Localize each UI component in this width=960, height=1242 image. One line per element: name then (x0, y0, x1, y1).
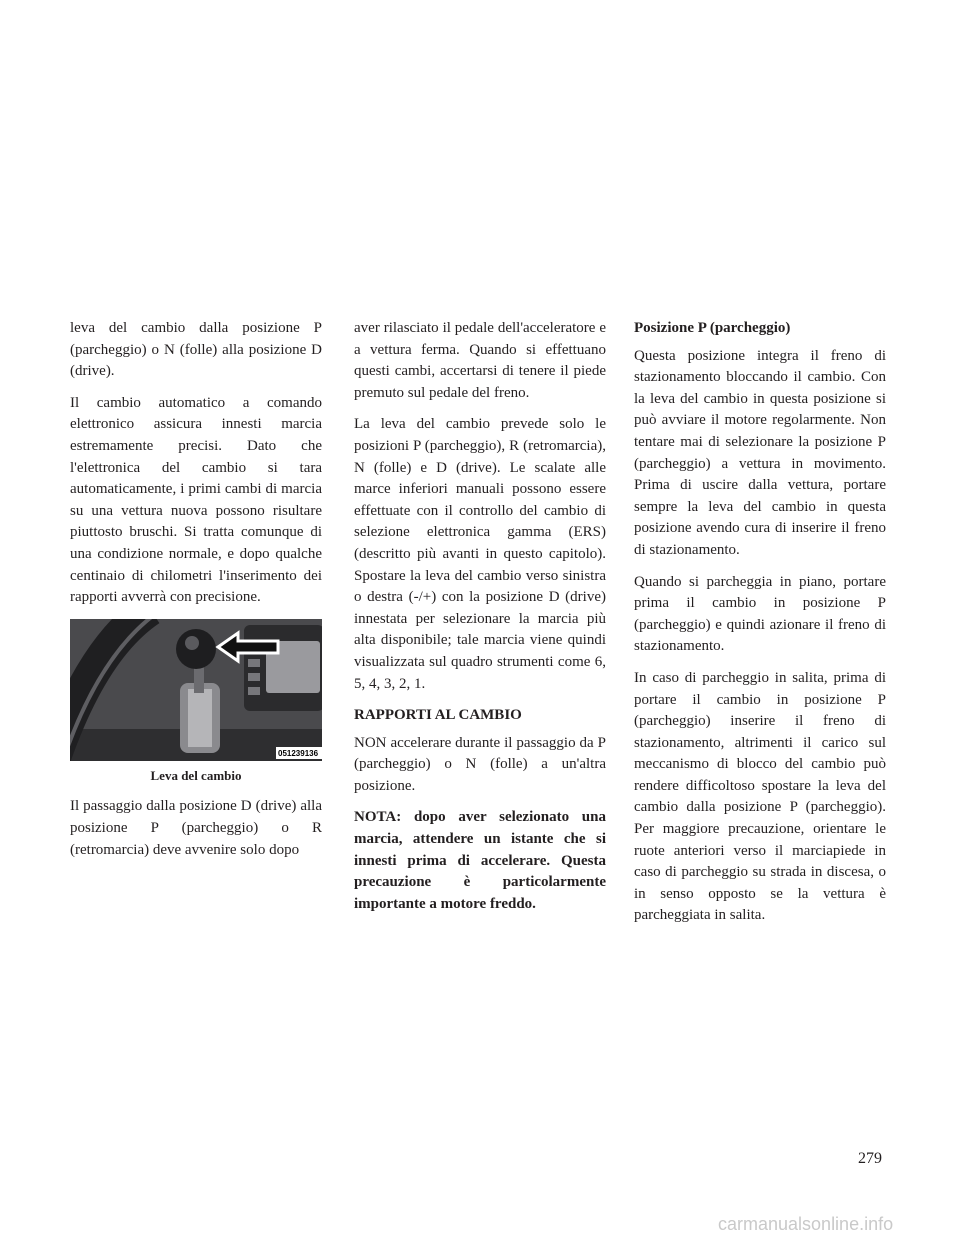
paragraph: In caso di parcheggio in salita, prima di portare il cambio in posizione P (parcheggio) inserire il freno di stazionamento, altrimenti il carico sul meccanismo di blocco del cambio può rendere difficoltoso spostare la leva del cambio dalla posizione P (parcheggio). Per maggiore precauzione, orientare le ruote anteriori verso il marciapiede in caso di parcheggio su strada in discesa, o in senso opposto se la vettura è parcheggiata in salita. (634, 669, 886, 924)
figure-code: 051239136 (278, 748, 319, 758)
paragraph: La leva del cambio prevede solo le posizioni P (parcheggio), R (retromarcia), N (folle) e D (drive). Le scalate alle marce inferiori manuali possono essere effettuate con il controllo del cambio di selezione elettronica gamma (ERS) (descritto più avanti in questo capitolo). Spostare la leva del cambio verso sinistra o destra (-/+) con la posizione D (drive) innestata per selezionare la marcia più alta disponibile; tale marcia viene quindi visualizzata sul quadro strumenti come 6, 5, 4, 3, 2, 1. (354, 416, 606, 692)
gear-lever-photo (70, 619, 322, 761)
subsection-heading: Posizione P (parcheggio) (634, 320, 791, 336)
watermark: carmanualsonline.info (718, 1214, 894, 1234)
note: NOTA: dopo aver selezionato una marcia, attendere un istante che si innesti prima di accelerare. Questa precauzione è particolarmente importante a motore freddo. (354, 809, 606, 912)
paragraph: Il cambio automatico a comando elettronico assicura innesti marcia estremamente precisi. Dato che l'elettronica del cambio si tara automaticamente, i primi cambi di marcia su una vettura nuova possono risultare piuttosto bruschi. Si tratta comunque di una condizione normale, e dopo qualche centinaio di chilometri l'inserimento dei rapporti avverrà con precisione. (70, 394, 322, 606)
column-middle (354, 318, 606, 925)
column-left (70, 318, 322, 871)
column-right (634, 318, 886, 937)
paragraph: Quando si parcheggia in piano, portare prima il cambio in posizione P (parcheggio) e quindi azionare il freno di stazionamento. (634, 573, 886, 655)
figure-caption: Leva del cambio (150, 767, 242, 783)
paragraph: leva del cambio dalla posizione P (parcheggio) o N (folle) alla posizione D (drive). (70, 320, 322, 380)
page-number: 279 (858, 1150, 882, 1167)
paragraph: aver rilasciato il pedale dell'acceleratore e a vettura ferma. Quando si effettuano questi cambi, accertarsi di tenere il piede premuto sul pedale del freno. (354, 320, 606, 401)
paragraph: NON accelerare durante il passaggio da P (parcheggio) o N (folle) a un'altra posizione. (354, 734, 606, 794)
section-heading: RAPPORTI AL CAMBIO (354, 707, 522, 724)
gear-lever-figure (70, 619, 322, 787)
paragraph: Questa posizione integra il freno di stazionamento bloccando il cambio. Con la leva del cambio in questa posizione si può avviare il motore regolarmente. Non tentare mai di selezionare la posizione P (parcheggio) a vettura in movimento. Prima di uscire dalla vettura, portare sempre la leva del cambio in questa posizione avendo cura di inserire il freno di stazionamento. (634, 347, 886, 558)
paragraph: Il passaggio dalla posizione D (drive) alla posizione P (parcheggio) o R (retromarcia) deve avvenire solo dopo (70, 798, 322, 858)
